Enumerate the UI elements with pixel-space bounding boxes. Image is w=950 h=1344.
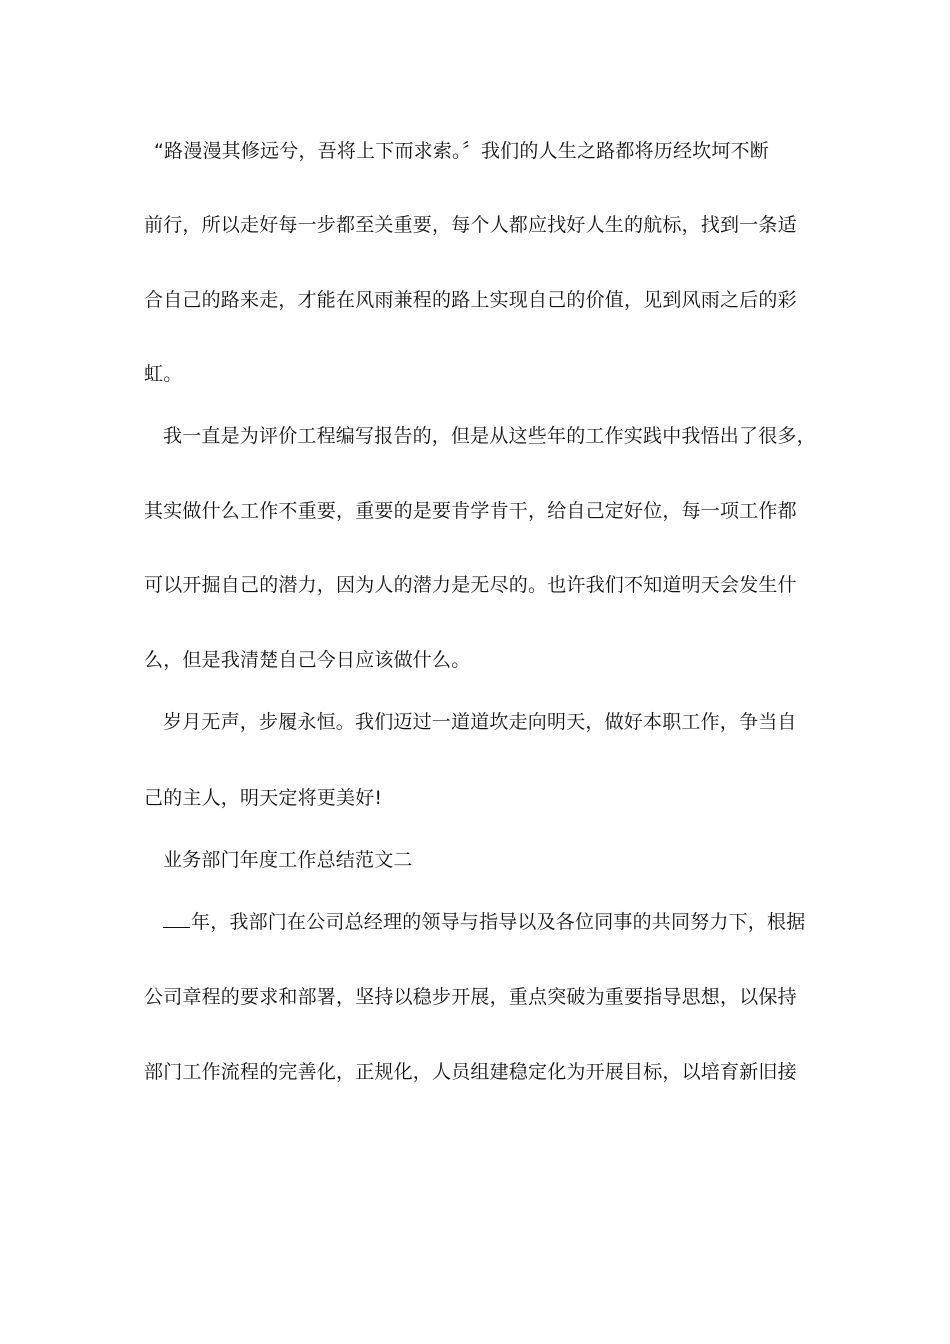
paragraph-2-line-2: 其实做什么工作不重要，重要的是要肯学肯干，给自己定好位，每一项工作都 [144,500,797,522]
section-paragraph-line-1 [163,910,805,934]
blank-underline [163,911,190,928]
paragraph-2-line-1: 我一直是为评价工程编写报告的，但是从这些年的工作实践中我悟出了很多， [163,425,816,447]
paragraph-1-line-4: 虹。 [144,363,183,385]
paragraph-3-line-2: 己的主人，明天定将更美好! [144,787,383,809]
section-paragraph-line-1-text: 年，我部门在公司总经理的领导与指导以及各位同事的共同努力下，根据 [191,911,806,933]
paragraph-2-line-3: 可以开掘自己的潜力，因为人的潜力是无尽的。也许我们不知道明天会发生什 [144,574,797,596]
section-paragraph-line-3: 部门工作流程的完善化，正规化，人员组建稳定化为开展目标，以培育新旧接 [144,1061,797,1083]
paragraph-3-line-1: 岁月无声，步履永恒。我们迈过一道道坎走向明天，做好本职工作，争当自 [163,711,797,733]
paragraph-2-line-4: 么，但是我清楚自己今日应该做什么。 [144,649,471,671]
section-title: 业务部门年度工作总结范文二 [163,849,413,871]
paragraph-1-line-3: 合自己的路来走，才能在风雨兼程的路上实现自己的价值，见到风雨之后的彩 [144,289,797,311]
section-paragraph-line-2: 公司章程的要求和部署，坚持以稳步开展，重点突破为重要指导思想，以保持 [144,986,797,1008]
paragraph-1-line-2: 前行，所以走好每一步都至关重要，每个人都应找好人生的航标，找到一条适 [144,214,797,236]
paragraph-1-line-1: “路漫漫其修远兮，吾将上下而求索。〞我们的人生之路都将历经坎坷不断 [154,140,769,162]
